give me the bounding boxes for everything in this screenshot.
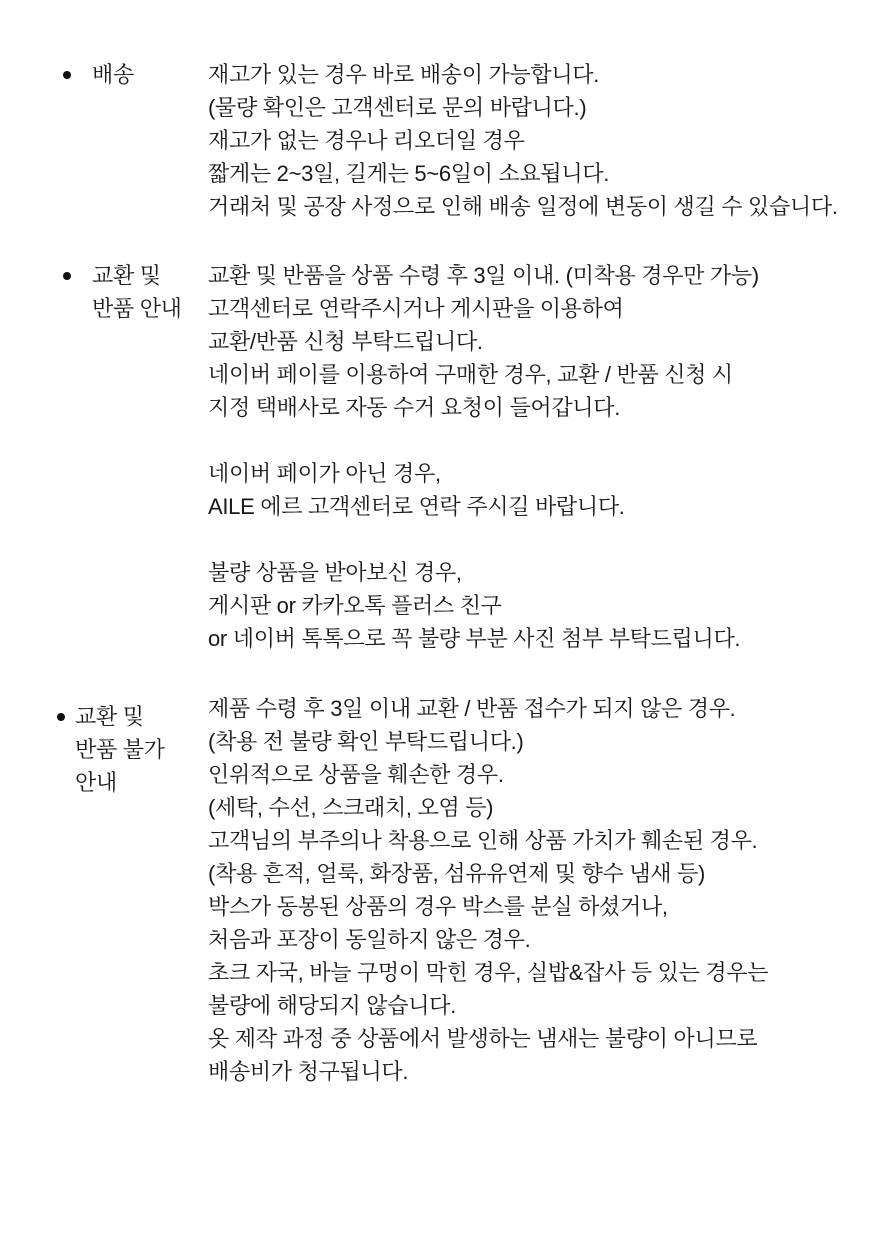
- section-label-text: [92, 259, 182, 325]
- section-exchange-return-guide: [0, 259, 891, 655]
- text-line: 교환 및: [92, 263, 161, 288]
- text-line: 교환 및: [75, 704, 144, 729]
- bullet-icon: [57, 713, 65, 721]
- text-line: 재고가 있는 경우 바로 배송이 가능합니다.: [208, 62, 600, 87]
- text-line: 네이버 페이가 아닌 경우,: [208, 461, 441, 486]
- text-line: 반품 안내: [92, 296, 182, 321]
- text-line: 교환 및 반품을 상품 수령 후 3일 이내. (미착용 경우만 가능): [208, 263, 759, 288]
- section-label-text: [75, 700, 165, 799]
- text-line: [208, 424, 891, 457]
- text-line: 고객님의 부주의나 착용으로 인해 상품 가치가 훼손된 경우.: [208, 828, 758, 853]
- text-line: 초크 자국, 바늘 구멍이 막힌 경우, 실밥&잡사 등 있는 경우는: [208, 960, 769, 985]
- text-line: AILE 에르 고객센터로 연락 주시길 바랍니다.: [208, 494, 625, 519]
- text-line: 옷 제작 과정 중 상품에서 발생하는 냄새는 불량이 아니므로: [208, 1026, 758, 1051]
- section-exchange-return-impossible-label: [0, 692, 208, 799]
- text-line: (세탁, 수선, 스크래치, 오염 등): [208, 795, 494, 820]
- text-line: 게시판 or 카카오톡 플러스 친구: [208, 593, 502, 618]
- text-line: 재고가 없는 경우나 리오더일 경우: [208, 128, 525, 153]
- text-line: 제품 수령 후 3일 이내 교환 / 반품 접수가 되지 않은 경우.: [208, 696, 736, 721]
- section-exchange-return-guide-label: [0, 259, 208, 325]
- text-line: 박스가 동봉된 상품의 경우 박스를 분실 하셨거나,: [208, 894, 668, 919]
- text-line: 인위적으로 상품을 훼손한 경우.: [208, 762, 504, 787]
- section-exchange-return-guide-content: [208, 259, 891, 655]
- bullet-icon: [63, 272, 71, 280]
- text-line: or 네이버 톡톡으로 꼭 불량 부분 사진 첨부 부탁드립니다.: [208, 626, 741, 651]
- section-label-text: [92, 58, 134, 91]
- text-line: 지정 택배사로 자동 수거 요청이 들어갑니다.: [208, 395, 621, 420]
- text-line: 불량에 해당되지 않습니다.: [208, 993, 456, 1018]
- text-line: 불량 상품을 받아보신 경우,: [208, 560, 462, 585]
- text-line: 짧게는 2~3일, 길게는 5~6일이 소요됩니다.: [208, 161, 610, 186]
- section-shipping-label: [0, 58, 208, 91]
- section-exchange-return-impossible-content: [208, 692, 891, 1088]
- section-shipping-content: [208, 58, 891, 223]
- text-line: 고객센터로 연락주시거나 게시판을 이용하여: [208, 296, 624, 321]
- text-line: 네이버 페이를 이용하여 구매한 경우, 교환 / 반품 신청 시: [208, 362, 733, 387]
- text-line: (착용 전 불량 확인 부탁드립니다.): [208, 729, 524, 754]
- section-exchange-return-impossible: [0, 692, 891, 1088]
- text-line: 안내: [75, 770, 117, 795]
- text-line: 반품 불가: [75, 737, 165, 762]
- text-line: 배송비가 청구됩니다.: [208, 1059, 409, 1084]
- section-shipping: [0, 58, 891, 223]
- text-line: (물량 확인은 고객센터로 문의 바랍니다.): [208, 95, 587, 120]
- text-line: 처음과 포장이 동일하지 않은 경우.: [208, 927, 531, 952]
- bullet-icon: [63, 71, 71, 79]
- text-line: 배송: [92, 62, 134, 87]
- text-line: 거래처 및 공장 사정으로 인해 배송 일정에 변동이 생길 수 있습니다.: [208, 194, 838, 219]
- text-line: (착용 흔적, 얼룩, 화장품, 섬유유연제 및 향수 냄새 등): [208, 861, 706, 886]
- text-line: 교환/반품 신청 부탁드립니다.: [208, 329, 483, 354]
- text-line: [208, 523, 891, 556]
